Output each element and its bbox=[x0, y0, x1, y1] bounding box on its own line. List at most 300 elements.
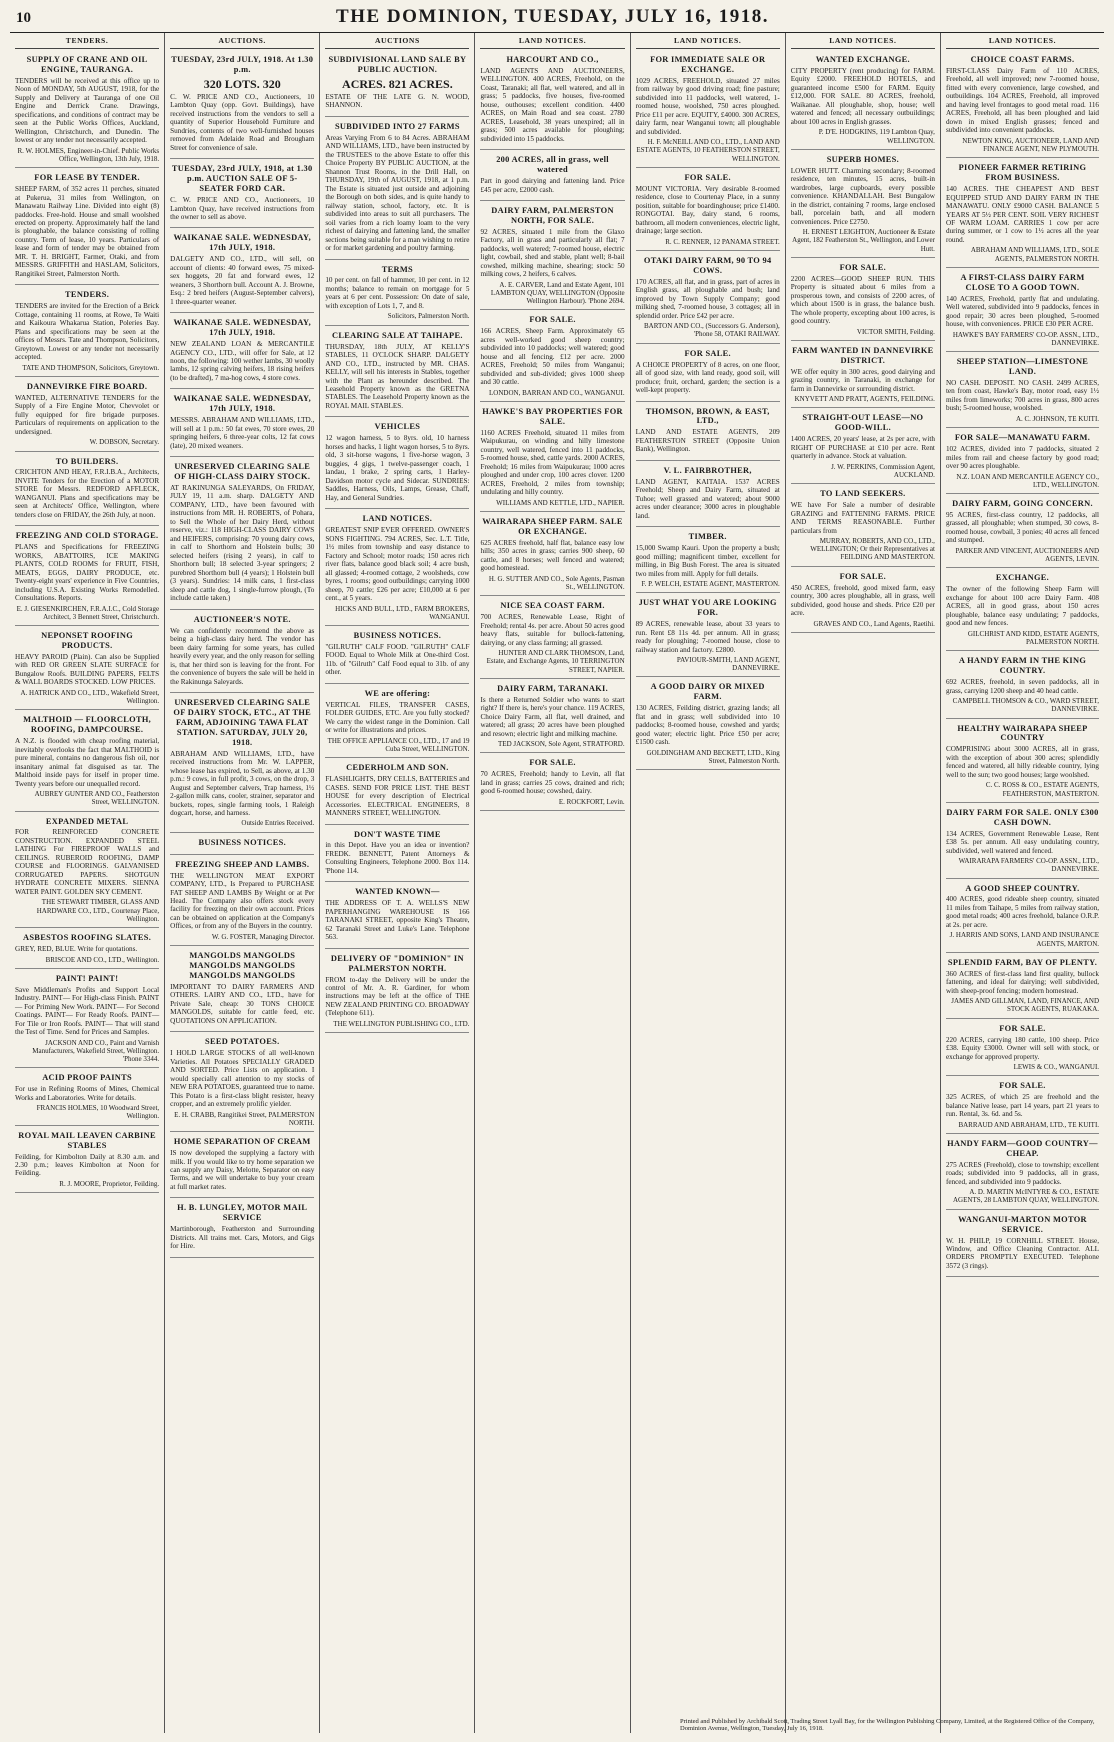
masthead bbox=[10, 6, 1104, 33]
ad-title: A HANDY FARM IN THE KING COUNTRY. bbox=[958, 656, 1087, 676]
ad-signature: GRAVES AND CO., Land Agents, Raetihi. bbox=[813, 619, 935, 628]
ad-signature: KNYVETT AND PRATT, AGENTS, FEILDING. bbox=[794, 395, 935, 404]
ad-signature: R. J. MOORE, Proprietor, Feilding. bbox=[59, 1179, 160, 1188]
ad-title: EXPANDED METAL bbox=[45, 816, 129, 826]
ad-title: DAIRY FARM, PALMERSTON NORTH, FOR SALE. bbox=[491, 206, 614, 225]
ad-signature: E. ROCKFORT, Levin. bbox=[558, 797, 625, 806]
ad-body: Save Middleman's Profits and Support Local Industry. PAINT— For High-class Finish. PAINT— For Priming New Work. PAINT— For Second Coatings. PAINT— For Ready Roofs. PAINT— For Tile or Iron Roofs. PAINT— That will stand the Test of Time. Send for Prices and Samples. bbox=[15, 985, 160, 1037]
ad-signature: MURRAY, ROBERTS, AND CO., LTD., WELLINGTON; Or their Representatives at FEILDING AND MASTERTON. bbox=[810, 536, 935, 562]
column-heading: LAND NOTICES. bbox=[791, 37, 935, 49]
advertisement bbox=[480, 404, 624, 512]
advertisement bbox=[480, 514, 624, 596]
ad-body: 170 ACRES, all flat, and in grass, part of acres in English grass, all ploughable and bush; land improved by Town Supply Company; good milking shed, 7-roomed house, 3 cottages; all in splendid order. Price £42 per acre. bbox=[635, 277, 780, 320]
ad-title: WANTED KNOWN— bbox=[355, 887, 440, 897]
ad-title: SUBDIVIDED INTO 27 FARMS bbox=[334, 121, 460, 131]
advertisement bbox=[946, 1212, 1099, 1278]
ad-body: NO CASH. DEPOSIT. NO CASH. 2499 ACRES, ten from coast, Hawke's Bay, motor road, easy 1½ miles from limeworks; 700 acres in grass, 800 acres bush; 5-roomed house, woolshed. bbox=[945, 379, 1100, 413]
ad-body: C. W. PRICE AND CO., Auctioneers, 10 Lambton Quay (opp. Govt. Buildings), have received instructions from the vendors to sell a quantity of Superior Household Furniture and Sundries, contents of two well-furnished houses removed from Adelaide Road and Brougham Street for convenience of sale. bbox=[170, 92, 315, 152]
ad-body: 140 ACRES, Freehold, partly flat and undulating. Well watered, subdivided into 9 paddocks, fences in good repair; 30 acres been ploughed, 5-roomed house, with conveniences. PRICE £30 PER ACRE. bbox=[945, 294, 1100, 329]
ad-title: PIONEER FARMER RETIRING FROM BUSINESS. bbox=[958, 163, 1087, 183]
advertisement bbox=[325, 628, 469, 684]
ad-signature: F. P. WELCH, ESTATE AGENT, MASTERTON. bbox=[641, 579, 780, 588]
ad-title: WAIRARAPA SHEEP FARM. SALE OR EXCHANGE. bbox=[482, 516, 623, 536]
column-1 bbox=[10, 33, 165, 1733]
advertisement bbox=[15, 1070, 159, 1125]
ad-body: LAND AND ESTATE AGENTS, 209 FEATHERSTON STREET (Opposite Union Bank), Wellington. bbox=[635, 428, 780, 454]
ad-title: FOR IMMEDIATE SALE OR EXCHANGE. bbox=[650, 54, 766, 74]
ad-title: DON'T WASTE TIME bbox=[354, 829, 441, 839]
ad-title: ROYAL MAIL LEAVEN CARBINE STABLES bbox=[18, 1130, 156, 1150]
advertisement bbox=[325, 884, 469, 948]
ad-body: 400 ACRES, good rideable sheep country, situated 11 miles from Taihape, 5 miles from railway station, good metal roads; 400 acres freehold, balance O.R.P. at 2s. per acre. bbox=[945, 895, 1100, 929]
ad-body: FIRST-CLASS Dairy Farm of 110 ACRES, Freehold, all well improved; new 7-roomed house, fitted with every convenience, large cowshed, and outbuildings. 104 ACRES, Freehold, all improved and having level frontages to good metal road. 116 ACRES, Freehold, all has been ploughed and laid down in mixed English grasses; fenced and subdivided into convenient paddocks. bbox=[945, 66, 1100, 135]
ad-signature: JACKSON AND CO., Paint and Varnish Manufacturers, Wakefield Street, Wellington. 'Phone 3344. bbox=[32, 1038, 160, 1064]
advertisement bbox=[15, 971, 159, 1069]
ad-body: 166 ACRES, Sheep Farm. Approximately 65 acres well-worked good sheep country; subdivided into 10 paddocks; well watered; good house and all fencing. £12 per acre. 2000 ACRES, Freehold; 50 miles from Wanganui; subdivided and sub-divided; gives 1000 sheep and 30 cattle. bbox=[480, 327, 625, 387]
advertisement bbox=[791, 486, 935, 567]
ad-title: WANGANUI-MARTON MOTOR SERVICE. bbox=[958, 1214, 1087, 1234]
ad-title: H. B. LUNGLEY, MOTOR MAIL SERVICE bbox=[177, 1203, 308, 1223]
ad-title: ACID PROOF PAINTS bbox=[42, 1073, 132, 1083]
ad-body: in this Depot. Have you an idea or invention? FREDK. BENNETT, Patent Attorneys & Consulting Engineers, Telephone 2000. Box 114. 'Phone 114. bbox=[325, 841, 470, 875]
ad-body: FOR REINFORCED CONCRETE CONSTRUCTION. EXPANDED STEEL LATHING For FIREPROOF WALLS and CEILINGS. RUBEROID ROOFING, DAMP COURSE and FLOORINGS. GALVANISED CORRUGATED PAPERS. SHOTGUN HYDRATE CONCRETE MIXERS. SIENNA WATER PAINT. GOLDEN SKY CEMENT. bbox=[15, 828, 160, 896]
ad-title: 200 ACRES, all in grass, well watered bbox=[496, 155, 609, 175]
ad-body: WE have For Sale a number of desirable GRAZING and FATTENING FARMS. PRICE AND TERMS REASONABLE. Further particulars from bbox=[790, 501, 935, 535]
ad-title: SUBDIVISIONAL LAND SALE BY PUBLIC AUCTION. bbox=[328, 54, 467, 74]
ad-signature: A. E. CARVER, Land and Estate Agent, 101 LAMBTON QUAY, WELLINGTON (Opposite Wellington Harbour). 'Phone 2694. bbox=[490, 280, 625, 306]
ad-body: LAND AGENT, KAITAIA. 1537 ACRES Freehold; Sheep and Dairy Farm, situated at Tuhoe; well grassed and watered; about 9000 acres under clearance; 3000 acres in ploughable land. bbox=[635, 477, 780, 520]
ad-body: 360 ACRES of first-class land first quality, bullock fattening, and ideal for dairying; well subdivided, with sheep-proof fencing; modern homestead. bbox=[945, 969, 1100, 995]
ad-title: A FIRST-CLASS DAIRY FARM CLOSE TO A GOOD TOWN. bbox=[960, 272, 1085, 292]
ad-body: Martinborough, Featherston and Surrounding Districts. All trains met. Cars, Motors, and Gigs for Hire. bbox=[170, 1225, 315, 1251]
advertisement bbox=[15, 454, 159, 527]
ad-body: 450 ACRES, freehold, good mixed farm, easy country, 300 acres ploughable, all in grass, well subdivided, good house and sheds. Price £20 per acre. bbox=[790, 583, 935, 618]
ad-title: FREEZING AND COLD STORAGE. bbox=[15, 531, 159, 541]
ad-signature: TATE AND THOMPSON, Solicitors, Greytown. bbox=[22, 363, 160, 372]
column-heading: LAND NOTICES. bbox=[636, 37, 780, 49]
ad-lot-banner: ACRES. 821 ACRES. bbox=[342, 76, 453, 91]
ad-signature: LONDON, BARRAN AND CO., WANGANUI. bbox=[489, 388, 625, 397]
ad-title: FOR SALE. bbox=[999, 1023, 1046, 1033]
advertisement bbox=[946, 354, 1099, 428]
ad-signature: WAIRARAPA FARMERS' CO-OP. ASSN., LTD., DANNEVIRKE. bbox=[958, 857, 1100, 874]
ad-title: MALTHOID — FLOORCLOTH, ROOFING, DAMPCOURSE. bbox=[23, 715, 152, 735]
ad-title: TIMBER. bbox=[688, 532, 727, 542]
ad-title: DAIRY FARM, GOING CONCERN. bbox=[952, 499, 1093, 509]
advertisement bbox=[15, 528, 159, 626]
advertisement bbox=[946, 721, 1099, 803]
ad-title: FOR SALE. bbox=[529, 758, 576, 768]
ad-body: 102 ACRES, divided into 7 paddocks, situated 2 miles from rail and cheese factory by good road; over 90 acres ploughable. bbox=[945, 445, 1100, 471]
ad-signature: PARKER AND VINCENT, AUCTIONEERS AND AGENTS, LEVIN. bbox=[955, 546, 1100, 564]
ad-title: LAND NOTICES. bbox=[362, 514, 433, 524]
columns-container bbox=[10, 33, 1104, 1733]
ad-body: CITY PROPERTY (rent producing) for FARM. Equity £2000. FREEHOLD HOTELS, and guaranteed income £500 for FARM. Equity £12,000. FOR SALE. 80 ACRES, freehold, Waikanae. All ploughable, shop, house; well watered and fenced; all necessary outbuildings; about 100 acres in English grasses. bbox=[790, 66, 935, 126]
advertisement bbox=[325, 511, 469, 626]
advertisement bbox=[636, 52, 780, 168]
ad-title: UNRESERVED CLEARING SALE OF DAIRY STOCK, ETC., AT THE FARM, ADJOINING TAWA FLAT STATION. SATURDAY, JULY 20, 1918. bbox=[173, 698, 312, 747]
advertisement bbox=[636, 253, 780, 344]
ad-body: GREY, RED, BLUE. Write for quotations. bbox=[15, 945, 138, 954]
ad-lot-banner: 320 LOTS. 320 bbox=[203, 76, 281, 91]
ad-title: FOR SALE. bbox=[999, 1081, 1046, 1091]
ad-title: FOR SALE. bbox=[839, 571, 887, 581]
advertisement bbox=[480, 598, 624, 679]
ad-signature: BARTON AND CO., (Successors G. Anderson), 'Phone 58, OTAKI RAILWAY. bbox=[644, 322, 780, 339]
newspaper-title: THE DOMINION, TUESDAY, JULY 16, 1918. bbox=[336, 6, 769, 27]
ad-title: SEED POTATOES. bbox=[204, 1037, 280, 1047]
ad-signature: R. W. HOLMES, Engineer-in-Chief. Public Works Office, Wellington, 13th July, 1918. bbox=[17, 146, 160, 163]
ad-signature: NEWTON KING, AUCTIONEER, LAND AND FINANCE AGENT, NEW PLYMOUTH. bbox=[962, 136, 1100, 153]
advertisement bbox=[170, 857, 314, 947]
advertisement bbox=[480, 681, 624, 754]
ad-body: C. W. PRICE AND CO., Auctioneers, 10 Lambton Quay, have received instructions from the owner to sell as above. bbox=[170, 196, 315, 221]
ad-title: SPLENDID FARM, BAY OF PLENTY. bbox=[947, 957, 1098, 967]
advertisement bbox=[170, 612, 314, 693]
ad-body: 130 ACRES, Feilding district, grazing lands; all flat and in grass; well subdivided into 10 paddocks; 8-roomed house, cowshed and yards; good water; electric light. Price £50 per acre; £1500 cash. bbox=[635, 704, 780, 747]
ad-signature: BRISCOE AND CO., LTD., Wellington. bbox=[45, 955, 160, 964]
ad-signature: J. W. PERKINS, Commission Agent, AUCKLAND. bbox=[831, 462, 935, 479]
advertisement bbox=[170, 1034, 314, 1132]
page-number: 10 bbox=[16, 10, 31, 26]
advertisement bbox=[170, 835, 314, 855]
advertisement bbox=[791, 52, 935, 150]
ad-title: HANDY FARM—GOOD COUNTRY—CHEAP. bbox=[947, 1138, 1098, 1158]
ad-body: Is there a Returned Soldier who wants to start right? If there is, here's your chance. 119 ACRES, Choice Dairy Farm, all flat, well drained, and watered; all grass; 20 acres have been ploughed and resown; electric light and milking machine. bbox=[480, 695, 625, 738]
column-4 bbox=[475, 33, 630, 1733]
ad-signature: H. G. SUTTER AND CO., Sole Agents, Pasman St., WELLINGTON. bbox=[488, 574, 625, 591]
ad-body: 140 ACRES. THE CHEAPEST AND BEST EQUIPPED STUD AND DAIRY FARM IN THE MANAWATU. ONLY £9000 CASH. BALANCE 5 YEARS AT 5½ PER CENT. SOIL VERY RICHEST OF WARM LOAM. CARRIES 1 cow per acre during summer, or 1 cow to 1½ acres all the year round. bbox=[945, 185, 1100, 244]
ad-body: 70 ACRES, Freehold; handy to Levin, all flat land in grass; carries 25 cows, drained and rich; good 6-roomed house; cowshed, dairy. bbox=[480, 770, 625, 796]
ad-body: 700 ACRES, Renewable Lease, Right of Freehold; rental 4s. per acre. About 50 acres good heavy flats, suitable for bullock-fattening, dairying, or any class farming; all grassed. bbox=[480, 613, 625, 647]
ad-title: FOR SALE. bbox=[684, 348, 731, 358]
advertisement bbox=[791, 152, 935, 258]
advertisement bbox=[946, 570, 1099, 651]
ad-title: V. L. FAIRBROTHER, bbox=[663, 465, 752, 475]
ad-body: WE offer equity in 300 acres, good dairying and grazing country, in Taranaki, in exchange for farm in Dannevirke or surrounding district. bbox=[790, 367, 935, 393]
ad-title: FOR SALE. bbox=[529, 315, 576, 325]
ad-body: 692 ACRES, freehold, in seven paddocks, all in grass, carrying 1200 sheep and 40 head cattle. bbox=[945, 678, 1100, 695]
advertisement bbox=[791, 410, 935, 484]
ad-signature: N.Z. LOAN AND MERCANTILE AGENCY CO., LTD., WELLINGTON. bbox=[956, 472, 1100, 489]
ad-title: FARM WANTED IN DANNEVIRKE DISTRICT. bbox=[792, 345, 934, 365]
ad-body: 92 ACRES, situated 1 mile from the Glaxo Factory, all in grass and particularly all flat; 7 paddocks, well watered; 7-roomed house, electric light, cowbail, shed and stable, plant well; 8-bail cowshed, milking machine, shearing; stock: 50 milking cows, 2 heifers, 6 calves. bbox=[480, 227, 625, 279]
ad-signature: WILLIAMS AND KETTLE, LTD., NAPIER. bbox=[496, 498, 625, 507]
advertisement bbox=[636, 679, 780, 770]
column-heading: AUCTIONS. bbox=[170, 37, 314, 49]
ad-title: EXCHANGE. bbox=[995, 573, 1050, 583]
ad-body: 220 ACRES, carrying 180 cattle, 100 sheep. Price £38. Equity £3000. Owner will sell with stock, or exchange for approved property. bbox=[945, 1035, 1100, 1061]
ad-title: WANTED EXCHANGE. bbox=[815, 54, 910, 64]
ad-title: BUSINESS NOTICES. bbox=[198, 837, 286, 847]
ad-title: BUSINESS NOTICES. bbox=[353, 631, 442, 640]
ad-title: TUESDAY, 23rd JULY, 1918, at 1.30 p.m. AUCTION SALE OF 5-SEATER FORD CAR. bbox=[171, 164, 313, 194]
ad-body: THE ADDRESS OF T. A. WELLS'S NEW PAPERHANGING WAREHOUSE IS 166 TARANAKI STREET, opposite King's Theatre, 62 Taranaki Street and Luke's Lane. Telephone 563. bbox=[325, 899, 470, 942]
ad-body: 89 ACRES, renewable lease, about 33 years to run. Rent £8 11s 4d. per annum. All in grass; ready for ploughing; 7-roomed house, close to railway station and factory. £2800. bbox=[635, 620, 780, 654]
ad-signature: CAMPBELL THOMSON & CO., WARD STREET, DANNEVIRKE. bbox=[952, 697, 1100, 714]
ad-title: NEPONSET ROOFING PRODUCTS. bbox=[41, 631, 134, 651]
ad-signature: BARRAUD AND ABRAHAM, LTD., TE KUITI. bbox=[958, 1120, 1100, 1129]
ad-body: FLASHLIGHTS, DRY CELLS, BATTERIES and CASES. SEND FOR PRICE LIST. THE BEST HOUSE for every description of Electrical Accessories. ELECTRICAL ENGINEERS, 8 MANNERS STREET, WELLINGTON. bbox=[325, 775, 470, 818]
ad-body: MESSRS. ABRAHAM AND WILLIAMS, LTD., will sell at 1 p.m.: 50 fat ewes, 70 store ewes, 20 springing heifers, 6 three-year colts, 12 fat cows (late), 20 mixed weaners. bbox=[170, 416, 315, 450]
advertisement bbox=[170, 52, 314, 159]
advertisement bbox=[946, 52, 1099, 158]
ad-title: WE are offering: bbox=[364, 688, 431, 698]
advertisement bbox=[946, 496, 1099, 568]
advertisement bbox=[170, 948, 314, 1032]
advertisement bbox=[170, 161, 314, 228]
ad-title: DAIRY FARM FOR SALE. ONLY £300 CASH DOWN. bbox=[946, 807, 1099, 827]
ad-body: 275 ACRES (Freehold), close to township; excellent roads; subdivided into 9 paddocks, all in grass, fenced, and subdivided into 9 paddocks. bbox=[945, 1160, 1100, 1186]
ad-body: TENDERS are invited for the Erection of a Brick Cottage, containing 11 rooms, at Rowe, Te Waiti and Kaikoura Whakarua Station, Poleries Bay. Plans and specifications may be seen at the offices of Messrs. Tate and Thompson, Solicitors, Greytown. Lowest or any tender not necessarily accepted. bbox=[15, 302, 160, 362]
ad-signature: A. D. MARTIN McINTYRE & CO., ESTATE AGENTS, 28 LAMBTON QUAY, WELLINGTON. bbox=[953, 1188, 1100, 1205]
ad-body: IMPORTANT TO DAIRY FARMERS AND OTHERS. LAIRY AND CO., LTD., have for Private Sale, cheap: 30 TONS CHOICE MANGOLDS, suitable for cattle feed, etc. QUOTATIONS ON APPLICATION. bbox=[170, 982, 315, 1025]
ad-body: 15,000 Swamp Kauri. Upon the property a bush; good milling; magnificent timber, excellent for milling, in Big Bush Forest. The area is situated two miles from mill. Apply for full details. bbox=[635, 544, 780, 578]
advertisement bbox=[946, 805, 1099, 879]
ad-body: VERTICAL FILES, TRANSFER CASES, FOLDER GUIDES, ETC. Are you fully stocked? We carry the widest range in the Dominion. Call or write for illustrations and prices. bbox=[325, 700, 470, 735]
ad-signature: TED JACKSON, Sole Agent, STRATFORD. bbox=[498, 740, 625, 749]
advertisement bbox=[791, 343, 935, 409]
ad-title: ASBESTOS ROOFING SLATES. bbox=[23, 933, 152, 943]
ad-signature: E. H. CRABB, Rangitikei Street, PALMERSTON NORTH. bbox=[174, 1110, 315, 1127]
imprint-footer: Printed and Published by Archibald Scott, Trading Street Lyall Bay, for the Wellington Publishing Company, Limited, at the Registered Office of the Company, Dominion Avenue, Wellington, Tuesday, July 16, 1918. bbox=[680, 1718, 1095, 1733]
advertisement bbox=[946, 1136, 1099, 1210]
ad-signature: H. ERNEST LEIGHTON, Auctioneer & Estate Agent, 182 Featherston St., Wellington, and Lower Hutt. bbox=[792, 228, 935, 253]
ad-body: 134 ACRES, Government Renewable Lease, Rent £38 5s. per annum. All easy undulating country, subdivided, well watered and fenced. bbox=[945, 829, 1100, 855]
ad-title: JUST WHAT YOU ARE LOOKING FOR. bbox=[638, 598, 777, 618]
column-7 bbox=[941, 33, 1104, 1733]
ad-title: FOR SALE. bbox=[684, 172, 731, 182]
ad-body: 12 wagon harness, 5 to 8yrs. old, 10 harness horses and hacks, 1 light wagon horses, 5 to 8yrs. old, 3 sit-horse wagons, 1 five-horse wagon, 3 buggies, 4 gigs, 1 twelve-passenger coach, 1 landau, 1 brake, 2 spring carts, 1 Harley-Davidson motor cycle and Sidecar. SUNDRIES: Saddles, Harness, Oils, Lamps, Grease, Chaff, Hay, and General Sundries. bbox=[325, 434, 470, 502]
ad-title: TUESDAY, 23rd JULY, 1918. At 1.30 p.m. bbox=[171, 54, 314, 74]
advertisement bbox=[946, 955, 1099, 1019]
advertisement bbox=[170, 315, 314, 389]
advertisement bbox=[946, 653, 1099, 718]
advertisement bbox=[480, 152, 624, 201]
ad-body: THE WELLINGTON MEAT EXPORT COMPANY, LTD., Is Prepared to PURCHASE FAT SHEEP AND LAMBS By Weight or at Per Head. The Company also offers stock every facility for freezing on their own account. Prices can be obtained on application at the Company's Offices, or from any of the Buyers in the country. bbox=[170, 871, 315, 931]
ad-title: SUPPLY OF CRANE AND OIL ENGINE, TAURANGA. bbox=[26, 54, 148, 74]
ad-title: TO BUILDERS. bbox=[55, 456, 119, 466]
ad-signature: HUNTER AND CLARK THOMSON, Land, Estate, and Exchange Agents, 10 TERRINGTON STREET, NAPIER. bbox=[486, 649, 625, 674]
ad-body: GREATEST SNIP EVER OFFERED. OWNER'S SONS FIGHTING. 794 ACRES, Sec. L.T. Title, 1½ miles from township and easy distance to Factory and School; motor roads; 150 acres rich river flats, balance good black soil; 4 acre bush, all glassed; 4-roomed cottage, 2 woolsheds, cow byres, 1 rooms; good outbuildings; carrying 1000 sheep, 70 cattle; £26 per acre; £10,000 at 6 per cent., at 5 years. bbox=[325, 526, 470, 603]
ad-body: W. H. PHILP, 19 CORNHILL STREET. House, Window, and Office Cleaning Contractor. ALL ORDERS PROMPTLY EXECUTED. Telephone 3572 (3 rings). bbox=[945, 1236, 1100, 1270]
ad-body: "GILRUTH" CALF FOOD. "GILRUTH" CALF FOOD. Equal to Whole Milk at One-third Cost. 11b. of "Gilruth" Calf Food equal to 31b. of any other. bbox=[325, 642, 470, 677]
ad-title: HOME SEPARATION OF CREAM bbox=[173, 1137, 311, 1147]
advertisement bbox=[636, 595, 780, 677]
ad-signature: R. C. RENNER, 12 PANAMA STREET. bbox=[665, 237, 780, 246]
advertisement bbox=[15, 379, 159, 452]
column-5 bbox=[631, 33, 786, 1733]
ad-body: Part in good dairying and fattening land. Price £45 per acre, £2000 cash. bbox=[480, 177, 625, 194]
ad-title: CHOICE COAST FARMS. bbox=[970, 54, 1075, 64]
ad-signature: JAMES AND GILLMAN, LAND, FINANCE, AND STOCK AGENTS, RUAKAKA. bbox=[951, 997, 1100, 1014]
ad-body: SHEEP FARM, of 352 acres 11 perches, situated at Pukerua, 31 miles from Wellington, on Manawatu Railway Line. Divided into eight (8) paddocks. Free-hold. House and small woolshed erected on property. Approximately half the land is ploughable, the balance consisting of rolling country. Term of lease, 10 years. Particulars of lease and form of tender may be obtained from MR. T. H. BRIGHT, Farmer, Otaki, and from MESSRS. GRIFFITH and HASLAM, Solicitors, Rangitikei Street, Palmerston North. bbox=[15, 185, 160, 278]
advertisement bbox=[325, 951, 469, 1033]
ad-title: SHEEP STATION—LIMESTONE LAND. bbox=[956, 357, 1089, 377]
ad-signature: PAVIOUR-SMITH, LAND AGENT, DANNEVIRKE. bbox=[676, 655, 780, 673]
ad-title: AUCTIONEER'S NOTE. bbox=[193, 614, 291, 624]
advertisement bbox=[325, 419, 469, 509]
advertisement bbox=[946, 1078, 1099, 1134]
ad-signature: THE OFFICE APPLIANCE CO., LTD., 17 and 19 Cuba Street, WELLINGTON. bbox=[327, 736, 470, 753]
advertisement bbox=[636, 346, 780, 402]
ad-title: FREEZING SHEEP AND LAMBS. bbox=[175, 859, 310, 869]
ad-signature: THE STEWART TIMBER, GLASS AND HARDWARE CO., LTD., Courtenay Place, Wellington. bbox=[36, 898, 160, 923]
ad-body: Feilding, for Kimbolton Daily at 8.30 a.m. and 2.30 p.m.; leaves Kimbolton at Noon for Feilding. bbox=[15, 1152, 160, 1178]
ad-signature: HICKS AND BULL, LTD., FARM BROKERS, WANGANUI. bbox=[335, 604, 470, 621]
ad-body: 1029 ACRES, FREEHOLD, situated 27 miles from railway by good driving road; fine pasture; subdivided into 11 paddocks, well watered, 1-roomed house, woolshed, 750 acres ploughed. Price £11 per acre. EQUITY, £4000. 300 ACRES, dairy farm, near Wanganui town; all ploughable and subdivided. bbox=[635, 76, 780, 136]
ad-body: PLANS and Specifications for FREEZING WORKS, ABATTOIRS, ICE MAKING PLANTS, COLD ROOMS for FRUIT, FISH, MEATS, EGGS, DAIRY PRODUCE, etc. Twenty-eight years' experience in Five Countries, including U.S.A. Existing Works Remodelled. Consultations. Reports. bbox=[15, 543, 160, 603]
advertisement bbox=[15, 52, 159, 168]
advertisement bbox=[946, 881, 1099, 953]
advertisement bbox=[325, 760, 469, 824]
ad-body: DALGETY AND CO., LTD., will sell, on account of clients: 40 forward ewes, 75 mixed-sex hoggets, 20 fat and forward ewes, 12 weaners, 3 Shorthorn bull. Account A. J. Browne, Esq.: 2 bred heifers (August-September calvers), 1 three-quarter weaner. bbox=[170, 255, 315, 306]
ad-title: CEDERHOLM AND SON. bbox=[346, 763, 449, 773]
ad-body: Areas Varying From 6 to 84 Acres. ABRAHAM AND WILLIAMS, LTD., have been instructed by the TRUSTEES to the above Estate to offer this Choice Property BY PUBLIC AUCTION, at the Shannon Trust Rooms, in the Drill Hall, on THURSDAY, 19th of AUGUST, 1918, at 1 p.m. The Estate is situated just outside and adjoining the Borough on both sides, and is quite handy to railway station, school, factory, etc. It is subdivided into areas to suit all purchasers. The soil varies from a rich loamy loam to the very richest of dairying and fattening land, the smaller sections being suitable for a man wishing to retire or for market gardening and poultry farming. bbox=[325, 133, 470, 253]
ad-body: NEW ZEALAND LOAN & MERCANTILE AGENCY CO., LTD., will offer for Sale, at 12 noon, the following: 100 wether lambs, 30 woolly lambs, 12 spring calving heifers, 18 rising heifers (to be drafted), 7 ma-hog cows, 4 store cows. bbox=[170, 340, 315, 382]
advertisement bbox=[480, 312, 624, 402]
advertisement bbox=[946, 270, 1099, 352]
ad-body: 1400 ACRES, 20 years' lease, at 2s per acre, with RIGHT OF PURCHASE at £10 per acre. Rent quarterly in advance. Stock at valuation. bbox=[790, 435, 935, 461]
ad-title: DAIRY FARM, TARANAKI. bbox=[497, 683, 608, 693]
ad-body: The owner of the following Sheep Farm will exchange for about 100 acre Dairy Farm. 408 ACRES, all in good grass, about 150 acres ploughable, balance easy undulating; 7 paddocks, good and new fences. bbox=[945, 585, 1100, 628]
ad-body: WANTED, ALTERNATIVE TENDERS for the Supply of a Fire Engine Motor, Chevvolet or fully equipped for fire brigade purposes. Particulars of requirements on application to the undersigned. bbox=[15, 393, 160, 436]
advertisement bbox=[325, 52, 469, 117]
ad-title: SUPERB HOMES. bbox=[826, 154, 900, 164]
ad-signature: P. D'E. HODGKINS, 119 Lambton Quay, WELLINGTON. bbox=[818, 128, 935, 145]
ad-title: OTAKI DAIRY FARM, 90 TO 94 COWS. bbox=[643, 255, 772, 275]
ad-signature: LEWIS & CO., WANGANUI. bbox=[1013, 1063, 1100, 1072]
advertisement bbox=[636, 170, 780, 251]
advertisement bbox=[170, 695, 314, 833]
advertisement bbox=[636, 529, 780, 593]
ad-title: HEALTHY WAIRARAPA SHEEP COUNTRY bbox=[957, 723, 1088, 743]
ad-title: PAINT! PAINT! bbox=[55, 973, 119, 983]
ad-signature: GOLDINGHAM AND BECKETT, LTD., King Street, Palmerston North. bbox=[646, 748, 780, 765]
advertisement bbox=[325, 262, 469, 326]
ad-body: FROM to-day the Delivery will be under the control of Mr. A. R. Gardiner, for whom instructions may be left at the office of THE NEW ZEALAND PRINTING CO. BROADWAY (Telephone 611). bbox=[325, 975, 470, 1018]
ad-title: HARCOURT AND CO., bbox=[506, 54, 599, 64]
ad-title: CLEARING SALE AT TAIHAPE. bbox=[332, 330, 463, 340]
ad-body: MOUNT VICTORIA. Very desirable 8-roomed residence, close to Courtenay Place, in a sunny position, suitable for boardinghouse; price £1400. RONGOTAI. Bay, dairy stand, 6 rooms, bathroom, all modern conveniences, electric light, drainage; large section. bbox=[635, 184, 780, 236]
ad-body: COMPRISING about 3000 ACRES, all in grass, with the exception of about 300 acres; splendidly fenced and watered, all hilly rideable country, lying well to the sun; two good houses; large woolshed. bbox=[945, 745, 1100, 779]
ad-title: A GOOD SHEEP COUNTRY. bbox=[965, 883, 1080, 893]
ad-signature: VICTOR SMITH, Feilding. bbox=[856, 327, 935, 336]
ad-title: A GOOD DAIRY OR MIXED FARM. bbox=[650, 682, 765, 702]
ad-title: STRAIGHT-OUT LEASE—NO GOOD-WILL. bbox=[802, 413, 924, 433]
ad-signature: Outside Entries Received. bbox=[241, 819, 315, 828]
ad-signature: GILCHRIST AND KIDD, ESTATE AGENTS, PALMERSTON NORTH. bbox=[967, 629, 1100, 646]
ad-signature: A. C. JOHNSON, TE KUITI. bbox=[1015, 414, 1100, 423]
ad-body: LOWER HUTT. Charming secondary; 8-roomed residence, ten minutes, 15 acres, built-in wardrobes, large cupboards, every possible convenience. KHANDALLAH. Best Bungalow in the district, containing 7 rooms, large enclosed ball, porcelain bath, and all modern conveniences. Price £2750. bbox=[790, 166, 935, 226]
ad-body: AT RAKINUNGA SALEYARDS, On FRIDAY, JULY 19, 11 a.m. sharp. DALGETY AND COMPANY, LTD., have been favoured with instructions from MR. H. ROBERTS, of Pohara, to Sell the Whole of her Dairy Herd, without reserve, viz.: 118 HIGH-CLASS DAIRY COWS and HEIFERS, comprising: 70 young dairy cows, in calf to Shorthorn and Holstein bulls; 30 selected heifers (rising 2 years), in calf to Shorthorn bull; 18 selected 3-year springers; 2 purebred Shorthorn bull (4 years); 1 Holstein bull (3 years). Sundries: 14 milk cans, 1 first-class sleep and cattle dog, 1 single-furrow plough, (To include cattle taken.) bbox=[170, 484, 315, 603]
ad-signature: E. J. GIESENKIRCHEN, F.R.A.I.C., Cold Storage Architect, 3 Bennett Street, Christchurch. bbox=[16, 604, 160, 621]
advertisement bbox=[325, 827, 469, 883]
ad-body: ESTATE OF THE LATE G. N. WOOD, SHANNON. bbox=[325, 92, 470, 110]
advertisement bbox=[480, 52, 624, 150]
column-3 bbox=[320, 33, 475, 1733]
ad-body: 10 per cent. on fall of hammer, 10 per cent. in 12 months; balance to remain on mortgage for 5 years at 6 per cent. Possession: On date of sale, with exception of Lots 1, 7, and 8. bbox=[325, 276, 470, 310]
advertisement bbox=[791, 569, 935, 633]
advertisement bbox=[15, 712, 159, 811]
advertisement bbox=[170, 1134, 314, 1198]
ad-title: MANGOLDS MANGOLDS MANGOLDS MANGOLDS MANGOLDS MANGOLDS bbox=[189, 951, 296, 980]
ad-title: FOR LEASE BY TENDER. bbox=[34, 173, 140, 183]
ad-body: TENDERS will be received at this office up to Noon of MONDAY, 5th AUGUST, 1918, for the Supply and Delivery at Tauranga of one Oil Engine and Derrick Crane. Drawings, specifications, and conditions of contract may be seen at the Public Works Offices, Auckland, Wellington, Christchurch, and Dunedin. The lowest or any tender not necessarily accepted. bbox=[15, 76, 160, 145]
ad-body: 625 ACRES freehold, half flat, balance easy low hills; 350 acres in grass; carries 900 sheep, 60 cattle, and 8 horses; well fenced and watered; good homestead. bbox=[480, 538, 625, 573]
ad-title: THOMSON, BROWN, & EAST, LTD., bbox=[645, 406, 770, 426]
ad-body: A CHOICE PROPERTY of 8 acres, on one floor, all of good size, with land ready, good soil, will produce; fruit, orchard, garden; the section is a well-kept property. bbox=[635, 360, 780, 395]
ad-body: HEAVY PAROID (Plain). Can also be Supplied with RED OR GREEN SLATE SURFACE for Bungalow Roofs. BUILDING PAPERS, FELTS & WALL BOARDS STOCKED. LOW PRICES. bbox=[15, 652, 160, 687]
advertisement bbox=[15, 628, 159, 710]
column-6 bbox=[786, 33, 941, 1733]
advertisement bbox=[791, 260, 935, 341]
advertisement bbox=[15, 287, 159, 377]
ad-signature: A. HATRICK AND CO., LTD., Wakefield Street, Wellington. bbox=[20, 688, 160, 706]
ad-signature: AUBREY GUNTER AND CO., Featherston Street, WELLINGTON. bbox=[34, 790, 160, 807]
ad-signature: H. F. McNEILL AND CO., LTD., LAND AND ESTATE AGENTS, 10 FEATHERSTON STREET, WELLINGTON. bbox=[636, 138, 780, 163]
ad-signature: HAWKE'S BAY FARMERS' CO-OP. ASSN., LTD., DANNEVIRKE. bbox=[952, 330, 1100, 347]
ad-signature: W. DOBSON, Secretary. bbox=[89, 438, 160, 447]
ad-body: 1160 ACRES Freehold, situated 11 miles from Waipukurau, on winding and hilly limestone country, well watered, fenced into 11 paddocks, 5-roomed house, shed, cattle yards. 2000 ACRES, Freehold; 16 miles from Waipukurau; 1000 acres ploughed and under crop, 100 acres clover. 1200 ACRES, Freehold, 2 miles from township; undulating and hilly country. bbox=[480, 428, 625, 497]
advertisement bbox=[170, 391, 314, 457]
ad-title: WAIKANAE SALE. WEDNESDAY, 17th JULY, 1918. bbox=[173, 233, 311, 253]
ad-title: WAIKANAE SALE. WEDNESDAY, 17th JULY, 1918. bbox=[173, 318, 311, 338]
ad-title: HAWKE'S BAY PROPERTIES FOR SALE. bbox=[482, 407, 623, 426]
ad-signature: Solicitors, Palmerston North. bbox=[387, 312, 470, 321]
ad-body: 95 ACRES, first-class country, 12 paddocks, all grassed, all ploughable; when stumped, 30 cows, 8-roomed house, cowbail, 3 ponies; 40 acres all fenced and stumped. bbox=[945, 510, 1100, 545]
ad-title: FOR SALE—MANAWATU FARM. bbox=[954, 433, 1091, 443]
advertisement bbox=[636, 463, 780, 527]
advertisement bbox=[15, 930, 159, 969]
ad-body: I HOLD LARGE STOCKS of all well-known Varieties. All Potatoes SPECIALLY GRADED AND SORTED. Price Lists on application. I would specially call attention to my stocks of NEW ERA POTATOES, guaranteed true to name. This Potato is a first-class blight resister, heavy cropper, and an extremely prolific yielder. bbox=[170, 1049, 315, 1109]
ad-signature: W. G. FOSTER, Managing Director. bbox=[211, 932, 315, 941]
column-heading: LAND NOTICES. bbox=[946, 37, 1099, 49]
ad-signature: FRANCIS HOLMES, 10 Woodward Street, Wellington. bbox=[36, 1104, 160, 1121]
ad-body: THURSDAY, 18th JULY, AT KELLY'S STABLES, 11 O'CLOCK SHARP. DALGETY AND CO., LTD., instructed by MR. CHAS. KELLY, will sell his interests in Stables, together with the Plant as hereunder described. The Leasehold Property known as the GRETNA STABLES. The Leasehold Property known as the ROYAL MAIL STABLES. bbox=[325, 342, 470, 410]
advertisement bbox=[946, 430, 1099, 494]
advertisement bbox=[480, 203, 624, 310]
advertisement bbox=[170, 459, 314, 610]
advertisement bbox=[325, 119, 469, 260]
advertisement bbox=[15, 1128, 159, 1194]
ad-body: A N.Z. is flooded with cheap roofing material, inevitably overlooks the fact that MALTHOID is pure mineral, contains no dangerous fish oil, nor insanitary animal fat disguised as tar. The Malthoid inside pays for itself in proper time. Twenty years before our unequalled record. bbox=[15, 737, 160, 788]
ad-title: DANNEVIRKE FIRE BOARD. bbox=[26, 381, 148, 391]
ad-body: IS now developed the supplying a factory with milk. If you would like to try home separation we can supply any Daisy, Melotte, Separator on easy Terms, and we will undertake to buy your cream at full market rates. bbox=[170, 1149, 315, 1191]
ad-body: LAND AGENTS AND AUCTIONEERS, WELLINGTON. 400 ACRES, Freehold, on the Coast, Taranaki; all flat, well watered, and all in grass; 5 paddocks, five houses, five-roomed house, outhouses; excellent condition. 4400 ACRES, on Main Road and sea coast. 2780 ACRES, Leasehold, 38 years unexpired; all in grass; 500 acres available for ploughing; subdivided into 15 paddocks. bbox=[480, 66, 625, 143]
advertisement bbox=[325, 686, 469, 758]
column-2 bbox=[165, 33, 320, 1733]
ad-title: DELIVERY OF "DOMINION" IN PALMERSTON NORTH. bbox=[330, 953, 464, 973]
advertisement bbox=[15, 170, 159, 285]
ad-title: VEHICLES bbox=[374, 422, 421, 432]
ad-body: For use in Refining Rooms of Mines, Chemical Works and Laboratories. Write for details. bbox=[15, 1085, 160, 1102]
advertisement bbox=[170, 230, 314, 313]
ad-body: CRICHTON AND HEAY, F.R.I.B.A., Architects, INVITE Tenders for the Erection of a MOTOR STORE for Messrs. REDFORD AFFLECK, WANGANUI. Plans and specifications may be seen at Architects' Office, Wellington, where tenders close on FRIDAY, the 26th July, at noon. bbox=[15, 468, 160, 519]
ad-signature: ABRAHAM AND WILLIAMS, LTD., SOLE AGENTS, PALMERSTON NORTH. bbox=[970, 246, 1100, 263]
advertisement bbox=[946, 1021, 1099, 1077]
ad-title: TERMS bbox=[381, 264, 414, 274]
column-heading: AUCTIONS bbox=[325, 37, 469, 49]
advertisement bbox=[170, 1200, 314, 1257]
advertisement bbox=[946, 160, 1099, 268]
ad-body: 325 ACRES, of which 25 are freehold and the balance Native lease, part 14 years, part 21 years to run. Rental, 3s. 6d. and 5s. bbox=[945, 1093, 1100, 1119]
ad-title: NICE SEA COAST FARM. bbox=[500, 601, 605, 611]
ad-title: TENDERS. bbox=[65, 290, 110, 300]
advertisement bbox=[480, 755, 624, 811]
ad-signature: THE WELLINGTON PUBLISHING CO., LTD. bbox=[333, 1019, 470, 1028]
advertisement bbox=[636, 404, 780, 461]
